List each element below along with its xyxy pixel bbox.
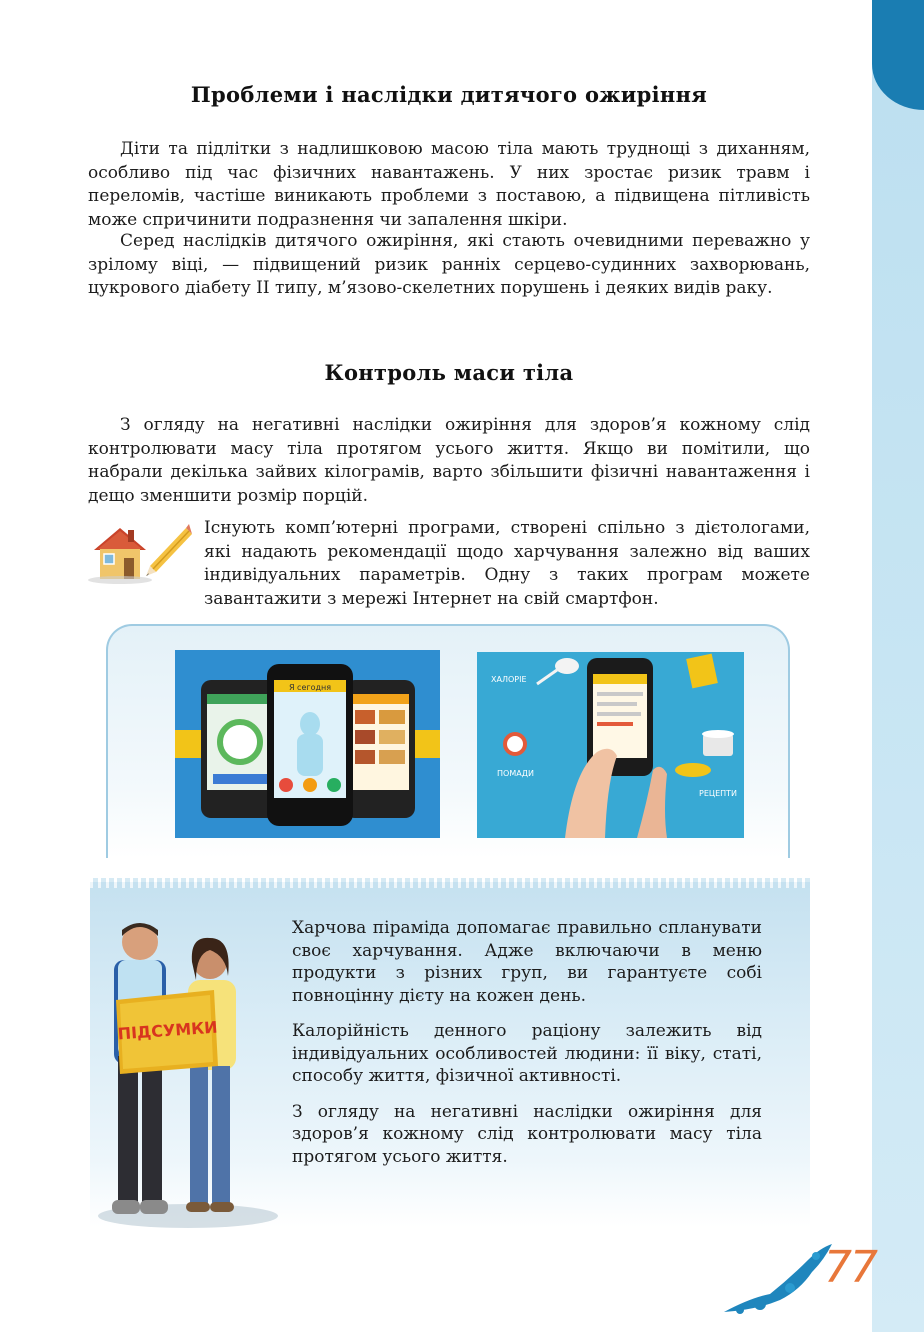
phone-header-label: Я сегодня: [288, 683, 332, 692]
summary-paragraph-pyramid: Харчова піраміда допомагає правильно спланувати своє харчування. Адже включаючи в меню продукти з різних груп, ви гарантуєте собі повноцінну дієту на кожен день.: [292, 918, 762, 1006]
hand-phone-screenshot: [477, 652, 744, 838]
summary-text: [292, 917, 762, 1181]
summary-paragraph-calories: Калорійність денного раціону залежить від індивідуальних особливостей людини: її віку, статі, способу життя, фізичної активності.: [292, 1021, 762, 1086]
phones-screenshot: [175, 650, 440, 838]
sidebar-band: [872, 0, 924, 1332]
paragraph-consequences: Серед наслідків дитячого ожиріння, які стають очевидними переважно у зрілому віці, — підвищений ризик ранніх серцево-судинних захворювань, цукрового діабету II типу, м’язово-скелетних порушень і деяких видів раку.: [88, 231, 810, 299]
paragraph-weight-control: З огляду на негативні наслідки ожиріння для здоров’я кожному слід контролювати масу тіла протягом усього життя. Якщо ви помітили, що набрали декілька зайвих кілограмів, варто збільшити фізичні навантаження і дещо зменшити розмір порцій.: [88, 415, 810, 506]
summary-torn-edge: [90, 878, 810, 888]
house-pencil-icon: [84, 520, 194, 586]
recipes-label: РЕЦЕПТИ: [699, 789, 738, 798]
summary-paragraph-weight: З огляду на негативні наслідки ожиріння для здоров’я кожному слід контролювати масу тіла протягом усього життя.: [292, 1101, 762, 1167]
page-number: 77: [824, 1242, 876, 1293]
paint-splash-icon: [720, 1238, 840, 1318]
calorie-label: ХАЛОРІЕ: [491, 675, 527, 684]
summary-sign-label: ПІДСУМКИ: [117, 1017, 219, 1044]
center-phone-icon: [267, 664, 353, 826]
note-diet-apps: Існують комп’ютерні програми, створені спільно з дієтологами, які надають рекомендації щодо харчування залежно від ваших індивідуальних параметрів. Одну з таких програм можете завантажити з мережі Інтернет на свій смартфон.: [204, 518, 810, 609]
teens-with-sign-illustration: [78, 916, 288, 1232]
clock-icon: [503, 732, 527, 756]
section-title-control: Контроль маси тіла: [324, 360, 574, 385]
tips-label: ПОМАДИ: [497, 769, 534, 778]
section-title-problems: Проблеми і наслідки дитячого ожиріння: [190, 82, 708, 107]
right-phone-icon: [345, 680, 415, 818]
paragraph-breathing: Діти та підлітки з надлишковою масою тіла мають труднощі з диханням, особливо під час фізичних навантажень. У них зростає ризик травм і переломів, частіше виникають проблеми з поставою, а підвищена пітливість може спричинити подразнення чи запалення шкіри.: [88, 139, 810, 230]
